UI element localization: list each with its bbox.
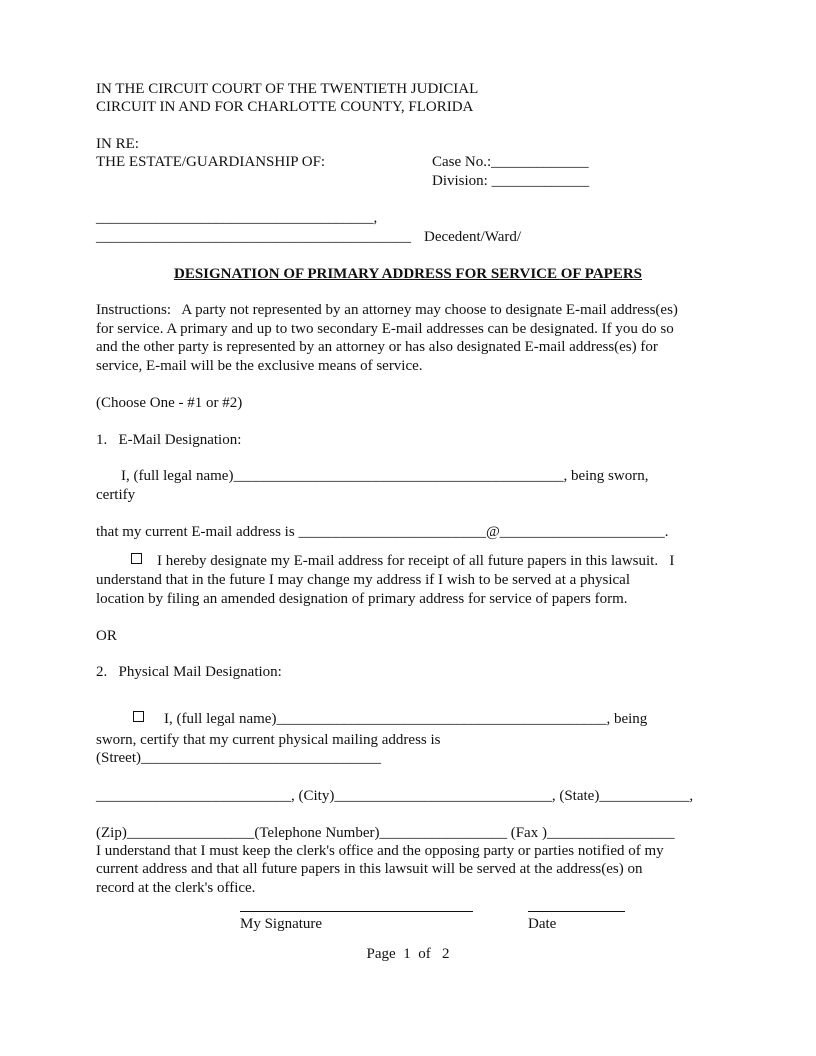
court-line-1: IN THE CIRCUIT COURT OF THE TWENTIETH JUDICIAL <box>96 81 479 97</box>
decedent-ward-label: Decedent/Ward/ <box>424 229 522 245</box>
instructions-line-2: for service. A primary and up to two secondary E-mail addresses can be designated. If you do so <box>96 321 674 337</box>
signature-line[interactable] <box>240 911 473 912</box>
mail-designation-heading: 2. Physical Mail Designation: <box>96 664 282 680</box>
choose-one-note: (Choose One - #1 or #2) <box>96 395 243 411</box>
city-state-field[interactable]: __________________________, (City)_____________________________, (State)____________, <box>96 788 694 804</box>
understand-line-1: I understand that I must keep the clerk's office and the opposing party or parties notified of my <box>96 843 664 859</box>
mail-full-legal-name-field[interactable]: I, (full legal name)____________________________________________, being <box>164 711 648 727</box>
email-designate-line-3: location by filing an amended designation of primary address for service of papers form. <box>96 591 628 607</box>
case-number-field[interactable]: Case No.:_____________ <box>432 154 589 170</box>
division-field[interactable]: Division: _____________ <box>432 173 590 189</box>
page-number: Page 1 of 2 <box>366 946 450 962</box>
understand-line-2: current address and that all future papers in this lawsuit will be served at the address(es) on <box>96 861 643 877</box>
court-line-2: CIRCUIT IN AND FOR CHARLOTTE COUNTY, FLORIDA <box>96 99 474 115</box>
mail-designation-checkbox[interactable] <box>133 711 144 722</box>
my-signature-label: My Signature <box>240 916 323 932</box>
in-re-label: IN RE: <box>96 136 139 152</box>
email-designate-line-2: understand that in the future I may change my address if I wish to be served at a physical <box>96 572 631 588</box>
email-designation-heading: 1. E-Mail Designation: <box>96 432 242 448</box>
zip-phone-fax-field[interactable]: (Zip)_________________(Telephone Number)_________________ (Fax )_________________ <box>96 825 675 841</box>
estate-of-label: THE ESTATE/GUARDIANSHIP OF: <box>96 154 326 170</box>
date-label: Date <box>528 916 557 932</box>
email-designation-checkbox[interactable] <box>131 553 142 564</box>
or-separator: OR <box>96 628 117 644</box>
instructions-line-1: Instructions: A party not represented by an attorney may choose to designate E-mail address(es) <box>96 302 678 318</box>
instructions-line-4: service, E-mail will be the exclusive means of service. <box>96 358 423 374</box>
mail-sworn-certify-text: sworn, certify that my current physical mailing address is <box>96 732 441 748</box>
name-blank-1[interactable]: _____________________________________, <box>96 210 378 226</box>
email-designate-line-1: I hereby designate my E-mail address for receipt of all future papers in this lawsuit. I <box>157 553 675 569</box>
street-field[interactable]: (Street)________________________________ <box>96 750 381 766</box>
email-address-field[interactable]: that my current E-mail address is _________________________@______________________. <box>96 524 669 540</box>
email-certify-text: certify <box>96 487 136 503</box>
date-line[interactable] <box>528 911 625 912</box>
instructions-line-3: and the other party is represented by an attorney or has also designated E-mail address(es) for <box>96 339 658 355</box>
document-title: DESIGNATION OF PRIMARY ADDRESS FOR SERVICE OF PAPERS <box>173 266 643 282</box>
understand-line-3: record at the clerk's office. <box>96 880 256 896</box>
email-full-legal-name-field[interactable]: I, (full legal name)____________________________________________, being sworn, <box>121 468 649 484</box>
name-blank-2[interactable]: __________________________________________ <box>96 229 411 245</box>
